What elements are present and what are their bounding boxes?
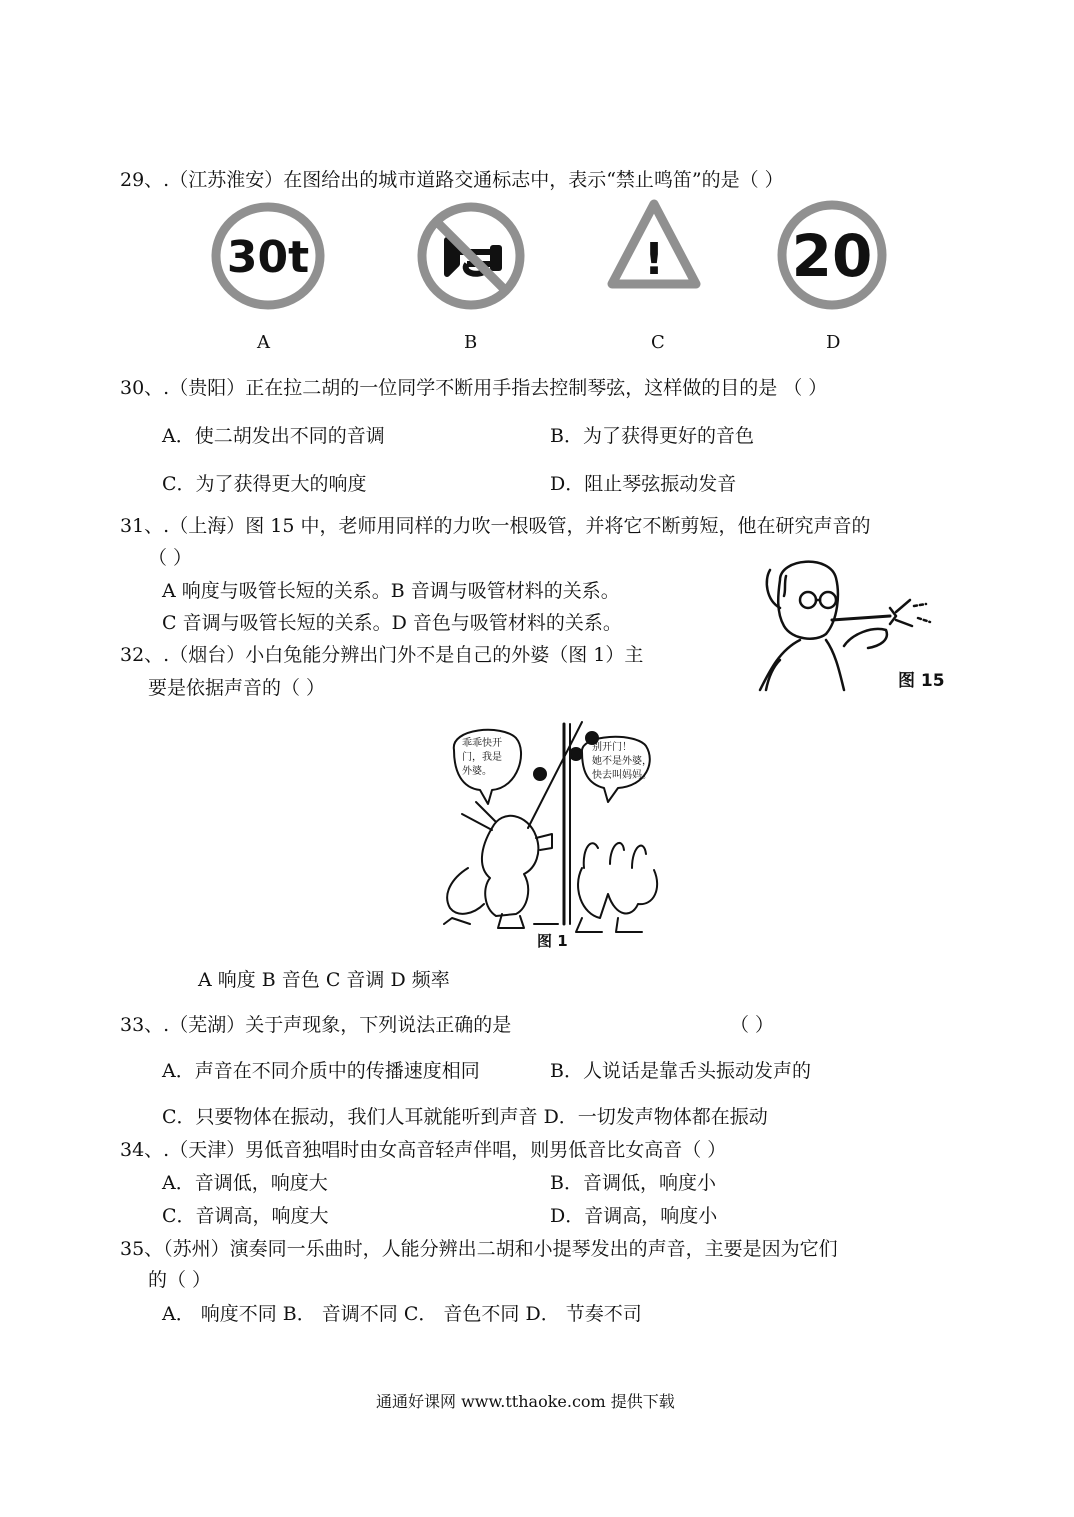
q34-stem: 34、.（天津）男低音独唱时由女高音轻声伴唱，则男低音比女高音（ ） (120, 1139, 727, 1161)
bubble-right-line3: 快去叫妈妈。 (592, 770, 652, 781)
q32-stem-line1: 32、.（烟台）小白兔能分辨出门外不是自己的外婆（图 1）主 (120, 644, 644, 666)
page-footer: 通通好课网 www.tthaoke.com 提供下载 (376, 1392, 675, 1411)
q34-option-a: A．音调低，响度大 (162, 1172, 328, 1194)
sign-a-label: A (257, 332, 270, 353)
sign-weight-limit-icon (211, 202, 325, 310)
sign-a-text: 30t (226, 232, 310, 283)
q32-stem-line2: 要是依据声音的（ ） (148, 677, 326, 699)
figure15-caption: 图 15 (898, 671, 945, 691)
q31-option-line1: A 响度与吸管长短的关系。B 音调与吸管材料的关系。 (162, 580, 620, 602)
q33-option-cd: C．只要物体在振动，我们人耳就能听到声音 D．一切发声物体都在振动 (162, 1106, 768, 1128)
warning-triangle-icon (606, 198, 702, 290)
bubble-right-line2: 她不是外婆， (592, 756, 652, 767)
q35-options: A． 响度不同 B． 音调不同 C． 音色不同 D． 节奏不司 (162, 1303, 642, 1325)
q35-stem-line2: 的（ ） (148, 1269, 212, 1291)
bubble-left-line2: 门，我是 (462, 752, 502, 763)
q30-option-b: B．为了获得更好的音色 (550, 425, 754, 447)
q33-option-a: A．声音在不同介质中的传播速度相同 (162, 1060, 480, 1082)
speed-limit-sign-icon (777, 200, 887, 310)
q34-option-c: C．音调高，响度大 (162, 1205, 329, 1227)
q31-stem-line1: 31、.（上海）图 15 中，老师用同样的力吹一根吸管，并将它不断剪短，他在研究声音的 (120, 515, 871, 537)
q30-option-d: D．阻止琴弦振动发音 (550, 473, 737, 495)
sign-c-label: C (651, 332, 665, 353)
figure1-caption: 图 1 (537, 932, 568, 950)
q29-stem: 29、.（江苏淮安）在图给出的城市道路交通标志中，表示“禁止鸣笛”的是（ ） (120, 169, 784, 191)
bubble-left-line3: 外婆。 (462, 766, 492, 777)
teacher-straw-figure (740, 550, 955, 695)
q31-option-line2: C 音调与吸管长短的关系。D 音色与吸管材料的关系。 (162, 612, 622, 634)
bubble-left-line1: 乖乖快开 (462, 738, 502, 749)
no-horn-sign-icon (417, 202, 525, 310)
bubble-right-line1: 别开门！ (592, 742, 632, 753)
q33-stem: 33、.（芜湖）关于声现象，下列说法正确的是 (120, 1014, 512, 1036)
q35-stem-line1: 35、（苏州）演奏同一乐曲时，人能分辨出二胡和小提琴发出的声音，主要是因为它们 (120, 1238, 838, 1260)
wolf-rabbit-cartoon-figure (432, 718, 682, 952)
q31-stem-line2: （ ） (148, 547, 193, 569)
sign-d-label: D (826, 332, 841, 353)
q30-option-a: A．使二胡发出不同的音调 (162, 425, 385, 447)
q34-option-b: B．音调低，响度小 (550, 1172, 716, 1194)
q32-options: A 响度 B 音色 C 音调 D 频率 (198, 969, 450, 991)
q30-option-c: C．为了获得更大的响度 (162, 473, 367, 495)
q33-option-b: B．人说话是靠舌头振动发声的 (550, 1060, 811, 1082)
sign-b-label: B (464, 332, 478, 353)
q34-option-d: D．音调高，响度小 (550, 1205, 718, 1227)
sign-c-text: ! (643, 234, 665, 285)
sign-d-text: 20 (791, 222, 873, 290)
q30-stem: 30、.（贵阳）正在拉二胡的一位同学不断用手指去控制琴弦，这样做的目的是 （ ） (120, 377, 828, 399)
q33-answer-blank: （ ） (730, 1014, 775, 1036)
